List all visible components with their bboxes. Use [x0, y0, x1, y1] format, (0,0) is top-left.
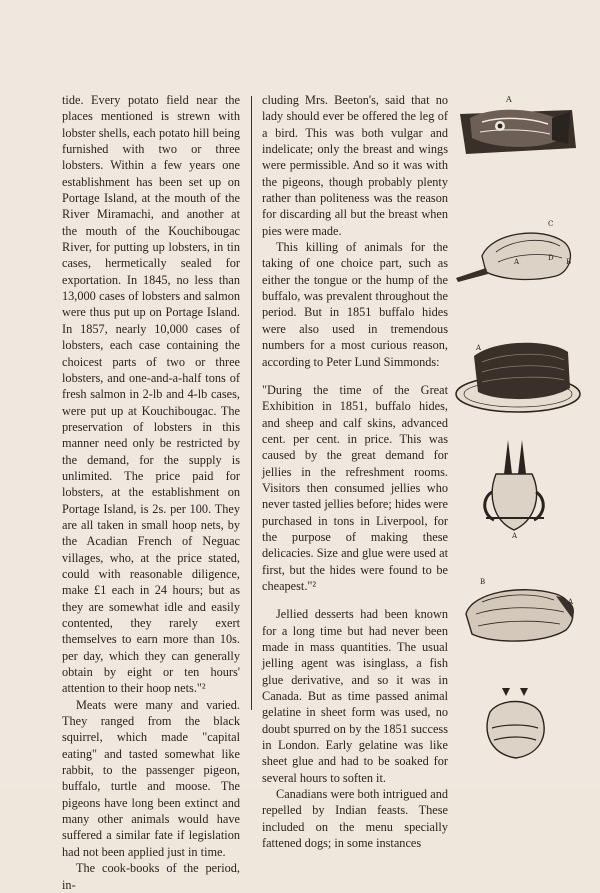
- figure-label: A: [568, 598, 574, 606]
- trussed-bird-illustration: [452, 684, 584, 764]
- paragraph: tide. Every potato field near the places mentioned is strewn with lobster shells, each potato hill being furnished with two or three lobsters. Within a few years one establishment has been set up on Portage Island, at the mouth of the River Miramachi, and another at the mouth of the Kouchibougac River, for putting up lobsters, in tin cases, hermetically sealed for exportation. In 1845, no less than 13,000 cases of lobsters and salmon were thus put up on Portage Island. In 1857, nearly 10,000 cases of lobsters, each case containing the choicest parts of two or three lobsters, and one-and-a-half tons of fresh salmon in 2-lb and 4-lb cases, were put up at Kouchibougac. The preservation of lobsters in this manner need only be restricted by the demand, for the supply is unlimited. The price paid for lobsters, at the establishment on Portage Island, is 2s. per 100. They are all taken in small hoop nets, by the Acadian French of Neguac villages, who, at the price stated, could with reasonable diligence, make £1 each in 24 hours; but as they are somewhat idle and easily contented, they rarely exert themselves to earn more than 10s. per day, which they can generally obtain by eight or ten hours' attention to their hoop nets."²: [62, 93, 240, 696]
- figure-label: C: [548, 220, 554, 228]
- left-column: [62, 92, 240, 893]
- paragraph: This killing of animals for the taking of one choice part, such as either the tongue or the hump of the buffalo, was prevalent throughout the period. But in 1851 buffalo hides were also used in tremendous numbers for a most curious reason, according to Peter Lund Simmonds:: [262, 240, 448, 369]
- figure-label: A: [476, 344, 482, 352]
- column-divider: [251, 96, 252, 710]
- joint-on-platter-illustration: [452, 332, 584, 422]
- right-column: [262, 92, 448, 851]
- paragraph: The cook-books of the period, in-: [62, 861, 240, 892]
- paragraph: cluding Mrs. Beeton's, said that no lady should ever be offered the leg of a bird. This was both vulgar and indelicate; only the breast and wings were permissible. And so it was with the pigeons, though probably plenty rather than politeness was the reason for discarding all but the breast when pies were made.: [262, 93, 448, 238]
- figure-label: A: [512, 532, 518, 540]
- fish-head-illustration: [452, 92, 584, 162]
- figure-label: B: [480, 578, 486, 586]
- paragraph: Canadians were both intrigued and repelled by Indian feasts. These included on the menu specially fattened dogs; in some instances: [262, 787, 448, 851]
- saddle-joint-illustration: [452, 218, 584, 288]
- figure-label: D: [548, 254, 554, 262]
- block-quote: "During the time of the Great Exhibition in 1851, buffalo hides, and sheep and calf skins, advanced cent. per cent. in price. This was caused by the great demand for jellies in the refreshment rooms. Visitors then consumed jellies who never tasted jellies before; hides were purchased in tons in Liverpool, for the purpose of making these delicacies. Size and glue were used at first, but the hides were found to be cheapest."²: [262, 382, 448, 593]
- roast-pig-illustration: [452, 574, 584, 650]
- figure-label: B: [566, 258, 572, 266]
- paragraph: Meats were many and varied. They ranged from the black squirrel, which made "capital eating" and tasted somewhat like rabbit, to the passenger pigeon, buffalo, turtle and moose. The pigeons have long been extinct and many other animals would have suffered a similar fate if legislation had not been applied just in time.: [62, 697, 240, 859]
- trussed-fowl-illustration: [452, 434, 584, 540]
- paragraph: Jellied desserts had been known for a long time but had never been made in mass quantities. The usual jelling agent was isinglass, a fish glue derivative, and so it was in Canada. But as time passed animal gelatine in sheet form was used, no doubt spurred on by the 1851 success in London. Early gelatine was like sheet glue and had to be soaked for several hours to soften it.: [262, 607, 448, 785]
- figure-label: A: [514, 258, 520, 266]
- figure-label: A: [506, 95, 512, 104]
